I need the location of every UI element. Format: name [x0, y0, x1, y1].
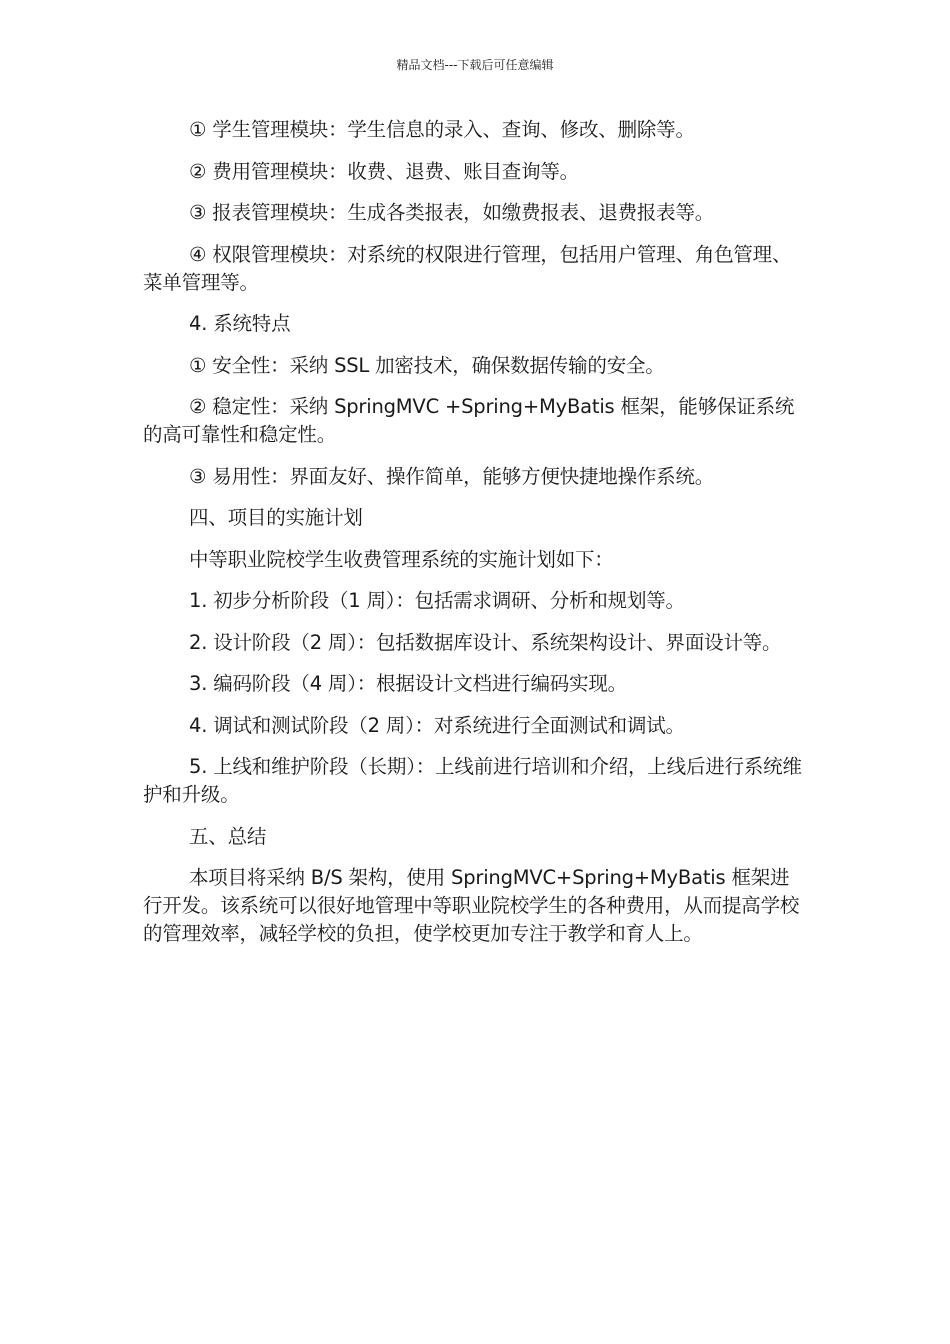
plan-phase-3: 3. 编码阶段（4 周）：根据设计文档进行编码实现。 [189, 672, 627, 695]
module-fee-item: ② 费用管理模块：收费、退费、账目查询等。 [189, 159, 579, 183]
page-header: 精品文档---下载后可任意编辑 [396, 58, 554, 72]
document-body [143, 116, 807, 962]
section-heading-summary: 五、总结 [189, 824, 267, 848]
module-permission-item: ④ 权限管理模块：对系统的权限进行管理，包括用户管理、角色管理、菜单管理等。 [143, 242, 792, 294]
plan-phase-4: 4. 调试和测试阶段（2 周）：对系统进行全面测试和调试。 [189, 713, 685, 737]
plan-phase-1: 1. 初步分析阶段（1 周）：包括需求调研、分析和规划等。 [189, 589, 685, 612]
section-heading-plan: 四、项目的实施计划 [189, 506, 363, 529]
module-student-item: ① 学生管理模块：学生信息的录入、查询、修改、删除等。 [189, 118, 695, 141]
summary-paragraph: 本项目将采纳 B/S 架构，使用 SpringMVC+Spring+MyBatis 框架进行开发。该系统可以很好地管理中等职业院校学生的各种费用，从而提高学校的管理效率，减轻学校的负担，使学校更加专注于教学和育人上。 [143, 866, 800, 945]
feature-usability-item: ③ 易用性：界面友好、操作简单，能够方便快捷地操作系统。 [189, 464, 715, 488]
plan-intro-paragraph: 中等职业院校学生收费管理系统的实施计划如下： [189, 547, 614, 571]
feature-security-item: ① 安全性：采纳 SSL 加密技术，确保数据传输的安全。 [189, 353, 665, 377]
feature-stability-item: ② 稳定性：采纳 SpringMVC +Spring+MyBatis 框架，能够保证系统的高可靠性和稳定性。 [143, 395, 795, 446]
section-heading-features: 4. 系统特点 [189, 312, 291, 335]
plan-phase-2: 2. 设计阶段（2 周）：包括数据库设计、系统架构设计、界面设计等。 [189, 630, 782, 654]
module-report-item: ③ 报表管理模块：生成各类报表，如缴费报表、退费报表等。 [189, 201, 715, 224]
plan-phase-5: 5. 上线和维护阶段（长期）：上线前进行培训和介绍，上线后进行系统维护和升级。 [143, 755, 802, 806]
